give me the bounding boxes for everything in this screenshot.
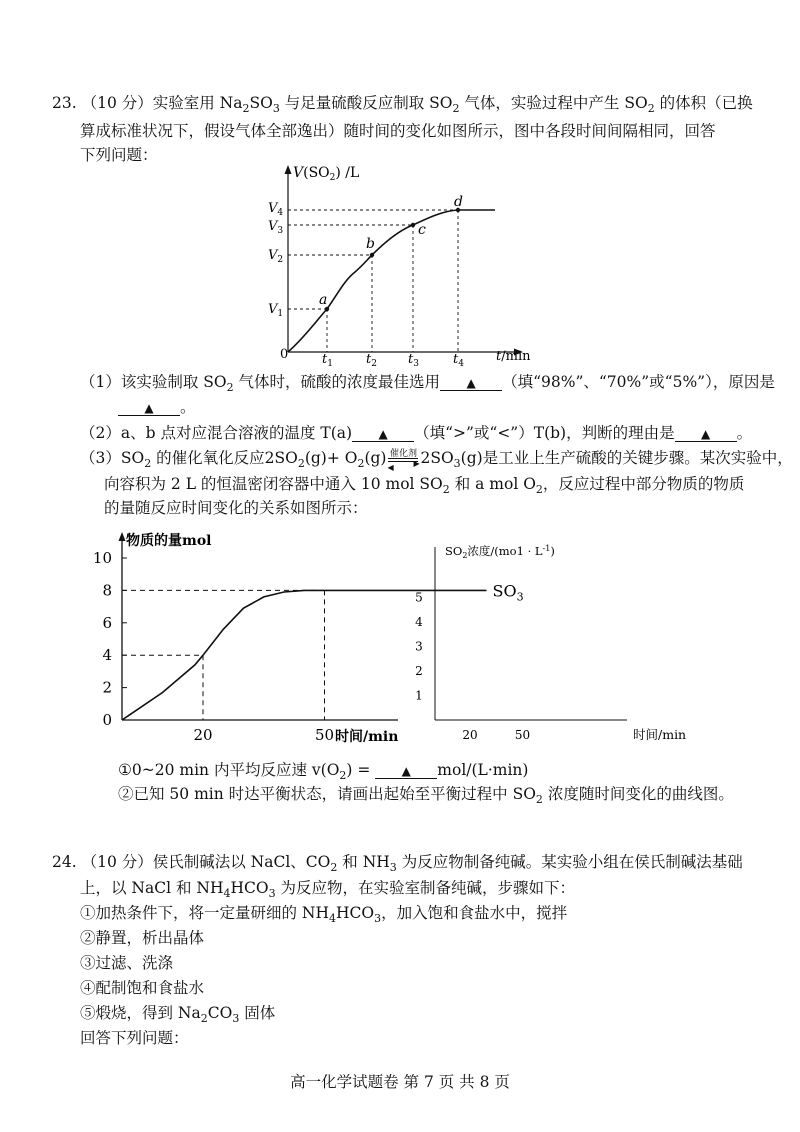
y-tick-v3: $V_3$: [268, 219, 284, 236]
page-footer: 高一化学试题卷 第 7 页 共 8 页: [290, 1073, 510, 1091]
q23-part-2: （2）a、b 点对应混合溶液的温度 T(a) ▲ （填“>”或“<”）T(b)，判断的理由是 ▲ 。: [80, 424, 753, 442]
x-tick-t3: $t_3$: [408, 352, 419, 369]
q24-step-5: ⑤煅烧，得到 $Na_2CO_3$ 固体: [80, 1004, 276, 1026]
x-tick-label: 20: [193, 726, 213, 744]
label-d: d: [454, 194, 463, 210]
x-tick-t4: $t_4$: [453, 352, 464, 369]
x-axis-label: 时间/min: [335, 729, 399, 745]
q24-end: 回答下列问题：: [80, 1029, 189, 1047]
q23-part-1-reason: ▲ 。: [118, 397, 196, 417]
point-b: [370, 253, 374, 257]
y-tick-label: 1: [415, 688, 423, 703]
y-axis-arrow: [119, 532, 126, 541]
x-tick-label: 50: [314, 726, 335, 744]
q23-part-1: （1）该实验制取 $SO_2$ 气体时，硫酸的浓度最佳选用 ▲ （填“98%”、“70%”或“5%”），原因是: [80, 373, 775, 395]
y-tick-label: 5: [415, 590, 423, 605]
y-tick-label: 3: [415, 639, 423, 654]
y-tick-label: 0: [102, 711, 112, 729]
x-axis-label: 时间/min: [633, 727, 687, 742]
y-tick-v1: $V_1$: [268, 302, 284, 319]
so2-concentration-chart[interactable]: [405, 527, 715, 749]
q23-part-3: $(3)SO_2$ 的催化氧化反应$2SO_2(g)+ O_2(g)$ 催化剂 ▶ ◀ $2SO_3(g)$是工业上生产硫酸的关键步骤。某次实验中，: [80, 449, 793, 472]
q23-line-1: 23. （10 分）实验室用 $Na_2SO_3$ 与足量硫酸反应制取 $SO_2$ 气体，实验过程中产生 $SO_2$ 的体积（已换: [52, 94, 753, 116]
question-number: 23.: [52, 94, 77, 112]
q23-line-2: 算成标准状况下，假设气体全部逸出）随时间的变化如图所示，图中各段时间间隔相同，回答: [80, 122, 716, 140]
x-tick-t1: $t_1$: [322, 352, 333, 369]
equilibrium-arrow: 催化剂 ▶ ◀: [387, 449, 420, 472]
y-axis-label: $SO_2$浓度$/(mo1 \cdot L^{-1})$: [445, 544, 555, 560]
q23-part-3-line-2: 向容积为 2 L 的恒温密闭容器中通入 10 mol $SO_2$ 和 a mol $O_2$，反应过程中部分物质的物质: [104, 475, 745, 497]
q23-sub-1: ①0~20 min 内平均反应速 $v(O_2)$ = ▲ mol/(L·min): [118, 761, 529, 783]
y-tick-v2: $V_2$: [268, 248, 284, 265]
label-c: c: [418, 222, 426, 238]
q24-line-1: 24. （10 分）侯氏制碱法以 NaCl、$CO_2$ 和 $NH_3$ 为反应物制备纯碱。某实验小组在侯氏制碱法基础: [52, 853, 743, 875]
y-axis-arrow: [285, 165, 292, 174]
q23-sub-2: ②已知 50 min 时达平衡状态，请画出起始至平衡过程中 $SO_2$ 浓度随时间变化的曲线图。: [118, 785, 734, 807]
label-a: a: [319, 292, 328, 308]
y-tick-label: 6: [102, 613, 112, 632]
answer-blank[interactable]: ▲: [675, 423, 737, 442]
x-tick-label: 20: [462, 728, 478, 742]
point-c: [411, 223, 415, 227]
y-tick-label: 8: [102, 581, 112, 600]
answer-blank[interactable]: ▲: [375, 760, 437, 779]
y-tick-v4: $V_4$: [268, 201, 284, 218]
x-tick-label: 50: [514, 728, 531, 742]
y-axis-label: 物质的量mol: [126, 533, 212, 549]
so3-label: $SO_3$: [492, 581, 524, 604]
q23-line-3: 下列问题：: [80, 146, 158, 164]
answer-blank[interactable]: ▲: [352, 423, 414, 442]
answer-blank[interactable]: ▲: [440, 372, 502, 391]
x-axis-label: t/min: [496, 349, 531, 364]
y-axis-label: $V(SO_2)$ /L: [293, 165, 360, 183]
volume-time-graph: [255, 162, 531, 369]
x-tick-t2: $t_2$: [366, 352, 377, 369]
volume-curve: [288, 210, 495, 352]
q24-step-4: ④配制饱和食盐水: [80, 979, 205, 997]
origin-label: 0: [280, 347, 289, 362]
y-tick-label: 10: [92, 549, 112, 567]
y-tick-label: 2: [102, 678, 112, 697]
q24-line-2: 上，以 NaCl 和 $NH_4HCO_3$ 为反应物，在实验室制备纯碱，步骤如下：: [80, 879, 576, 901]
q24-step-3: ③过滤、洗涤: [80, 954, 174, 972]
q24-step-1: ①加热条件下，将一定量研细的 $NH_4HCO_3$，加入饱和食盐水中，搅拌: [80, 904, 568, 926]
answer-blank[interactable]: ▲: [118, 397, 180, 416]
y-tick-label: 4: [102, 646, 112, 665]
q24-step-2: ②静置，析出晶体: [80, 929, 205, 947]
label-b: b: [366, 236, 375, 252]
y-tick-label: 4: [415, 615, 423, 629]
y-tick-label: 2: [415, 664, 423, 678]
q23-part-3-line-3: 的量随反应时间变化的关系如图所示：: [104, 499, 368, 517]
